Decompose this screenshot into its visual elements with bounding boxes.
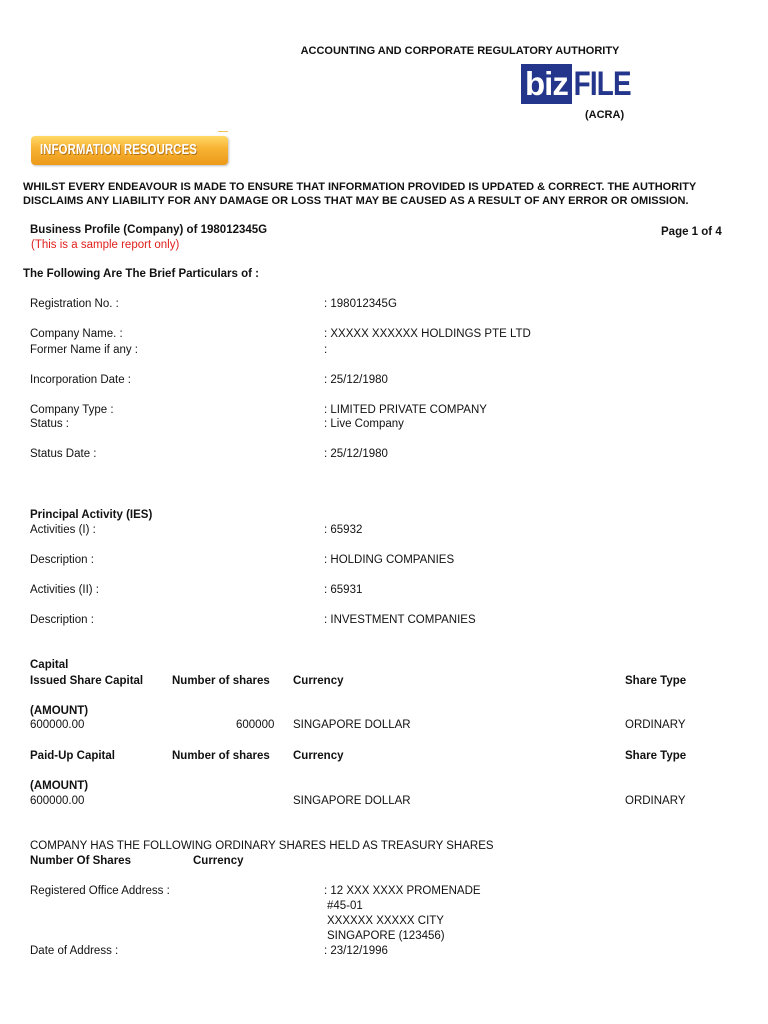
activity-2-value: : 65931 — [324, 584, 363, 596]
activity-2-label: Activities (II) : — [30, 584, 100, 596]
registration-label: Registration No. : — [30, 298, 119, 310]
description-2-value: : INVESTMENT COMPANIES — [324, 614, 476, 626]
address-date-label: Date of Address : — [30, 945, 119, 957]
logo-biz-text: biz — [521, 64, 572, 104]
activity-heading: Principal Activity (IES) — [30, 509, 153, 521]
issued-currency-header: Currency — [293, 675, 344, 687]
incorporation-value: : 25/12/1980 — [324, 374, 388, 386]
paid-type-header: Share Type — [625, 750, 687, 762]
acra-label: (ACRA) — [585, 109, 625, 121]
issued-type-value: ORDINARY — [625, 719, 686, 731]
issued-amount-value: 600000.00 — [30, 719, 85, 731]
issued-capital-header: Issued Share Capital — [30, 675, 144, 687]
report-title: Business Profile (Company) of 198012345G — [30, 224, 268, 236]
activity-1-value: : 65932 — [324, 524, 363, 536]
issued-shares-value: 600000 — [236, 719, 275, 731]
paid-currency-value: SINGAPORE DOLLAR — [293, 795, 411, 807]
former-name-label: Former Name if any : — [30, 344, 138, 356]
office-address-label: Registered Office Address : — [30, 885, 170, 897]
company-type-label: Company Type : — [30, 404, 114, 416]
disclaimer-text: WHILST EVERY ENDEAVOUR IS MADE TO ENSURE THAT INFORMATION PROVIDED IS UPDATED & CORRECT. THE AUTHORITY DISCLAIMS ANY LIABILITY FOR ANY DAMAGE OR LOSS THAT MAY BE CAUSED AS A RESULT OF ANY ERROR OR OMISSION. — [23, 181, 697, 207]
bizfile-logo — [521, 64, 644, 104]
sample-note: (This is a sample report only) — [31, 239, 180, 251]
paid-type-value: ORDINARY — [625, 795, 686, 807]
paid-shares-header: Number of shares — [172, 750, 270, 762]
logo-file-text: FILE — [573, 65, 631, 103]
status-date-label: Status Date : — [30, 448, 97, 460]
page-indicator: Page 1 of 4 — [661, 226, 722, 238]
issued-currency-value: SINGAPORE DOLLAR — [293, 719, 411, 731]
address-line-4: SINGAPORE (123456) — [327, 930, 445, 942]
status-value: : Live Company — [324, 418, 404, 430]
status-label: Status : — [30, 418, 69, 430]
issued-amount-label: (AMOUNT) — [30, 705, 89, 717]
description-2-label: Description : — [30, 614, 94, 626]
banner-label: INFORMATION RESOURCES — [40, 142, 198, 158]
treasury-shares-header: Number Of Shares — [30, 855, 131, 867]
treasury-currency-header: Currency — [193, 855, 244, 867]
incorporation-label: Incorporation Date : — [30, 374, 132, 386]
paid-amount-label: (AMOUNT) — [30, 780, 89, 792]
former-name-value: : — [324, 344, 328, 356]
address-line-1: : 12 XXX XXXX PROMENADE — [324, 885, 481, 897]
capital-heading: Capital — [30, 659, 69, 671]
paid-currency-header: Currency — [293, 750, 344, 762]
authority-name: ACCOUNTING AND CORPORATE REGULATORY AUTHORITY — [300, 45, 620, 57]
paid-amount-value: 600000.00 — [30, 795, 85, 807]
status-date-value: : 25/12/1980 — [324, 448, 388, 460]
issued-type-header: Share Type — [625, 675, 687, 687]
registration-value: : 198012345G — [324, 298, 397, 310]
activity-1-label: Activities (I) : — [30, 524, 96, 536]
address-date-value: : 23/12/1996 — [324, 945, 388, 957]
treasury-statement: COMPANY HAS THE FOLLOWING ORDINARY SHARES HELD AS TREASURY SHARES — [30, 840, 494, 852]
banner-decoration — [218, 131, 228, 138]
paid-capital-header: Paid-Up Capital — [30, 750, 115, 762]
description-1-value: : HOLDING COMPANIES — [324, 554, 455, 566]
address-line-2: #45-01 — [327, 900, 363, 912]
company-name-label: Company Name. : — [30, 328, 123, 340]
particulars-heading: The Following Are The Brief Particulars of : — [23, 268, 259, 280]
issued-shares-header: Number of shares — [172, 675, 270, 687]
description-1-label: Description : — [30, 554, 94, 566]
company-name-value: : XXXXX XXXXXX HOLDINGS PTE LTD — [324, 328, 531, 340]
company-type-value: : LIMITED PRIVATE COMPANY — [324, 404, 487, 416]
address-line-3: XXXXXX XXXXX CITY — [327, 915, 444, 927]
